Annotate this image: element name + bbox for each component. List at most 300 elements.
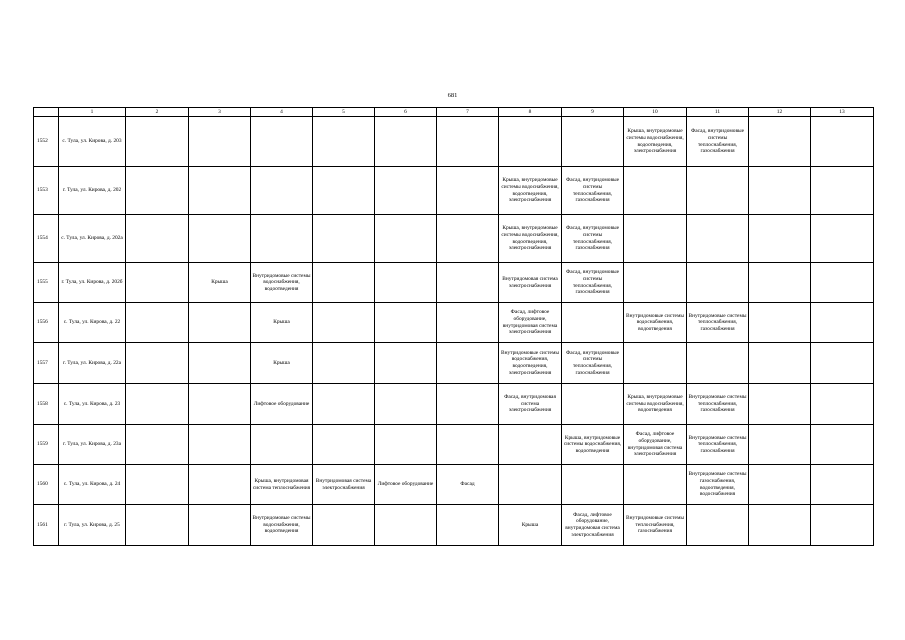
work-text: Внутридомовые системы водоснабжения, водоотведения	[626, 312, 684, 332]
work-cell-col-2	[126, 117, 189, 167]
work-cell-col-3	[189, 465, 251, 505]
work-text: Крыша, внутридомовые системы водоснабжения, водоотведения, электроснабжения	[626, 128, 684, 155]
work-text: Фасад, внутридомовые системы теплоснабжения, газоснабжения	[565, 349, 620, 376]
work-text	[687, 263, 748, 302]
column-header: 1	[59, 108, 126, 117]
row-number: 1553	[37, 187, 48, 194]
work-cell-col-13	[811, 263, 874, 303]
work-text: Фасад, внутридомовые системы теплоснабжения, газоснабжения	[565, 225, 620, 252]
address-text: с. Тула, ул. Кирова, д. 203	[62, 138, 122, 145]
work-cell-col-5	[313, 425, 375, 465]
work-text: Внутридомовые системы теплоснабжения, газоснабжения	[688, 312, 747, 332]
table-row	[34, 384, 874, 425]
work-text	[562, 384, 623, 424]
work-cell-col-4	[251, 263, 313, 303]
work-text: Внутридомовые системы водоснабжения, водоотведения, электроснабжения	[501, 349, 559, 376]
work-cell-col-4	[251, 384, 313, 425]
work-text: Крыша, внутридомовые системы водоснабжения, водоотведения, электроснабжения	[501, 177, 559, 204]
work-cell-col-8	[499, 425, 562, 465]
work-text	[562, 303, 623, 342]
work-cell-col-12	[749, 465, 811, 505]
work-text	[251, 215, 312, 262]
work-cell-col-3	[189, 215, 251, 263]
table-row	[34, 465, 874, 505]
work-cell-col-8	[499, 215, 562, 263]
work-cell-col-9	[562, 384, 624, 425]
work-text: Крыша, внутридомовые системы водоснабжения, водоотведения, электроснабжения	[501, 225, 559, 252]
work-text	[749, 465, 810, 504]
work-cell-col-3	[189, 303, 251, 343]
work-cell-col-8	[499, 117, 562, 167]
work-cell-col-4	[251, 167, 313, 215]
work-text	[811, 505, 873, 545]
work-cell-col-12	[749, 215, 811, 263]
work-cell-col-2	[126, 167, 189, 215]
work-cell-col-10	[624, 117, 687, 167]
work-cell-col-7	[437, 425, 499, 465]
work-text	[749, 263, 810, 302]
work-text	[687, 215, 748, 262]
work-cell-col-2	[126, 215, 189, 263]
work-text	[313, 425, 374, 464]
address-text: г. Тула, ул. Кирова, д. 202	[62, 187, 122, 194]
work-text	[126, 465, 188, 504]
work-cell-col-3	[189, 167, 251, 215]
work-text: Внутридомовая система электроснабжения	[315, 477, 372, 491]
address-cell	[59, 465, 126, 505]
work-text	[375, 117, 436, 166]
column-header: 10	[624, 108, 687, 117]
work-text	[687, 167, 748, 214]
work-text	[375, 343, 436, 383]
work-text	[375, 167, 436, 214]
work-cell-col-13	[811, 303, 874, 343]
work-text: Фасад, лифтовое оборудование, внутридомовая система электроснабжения	[627, 431, 683, 458]
work-cell-col-10	[624, 425, 687, 465]
work-cell-col-7	[437, 215, 499, 263]
work-text: Крыша	[521, 521, 539, 528]
table-row	[34, 167, 874, 215]
work-cell-col-8	[499, 343, 562, 384]
work-cell-col-13	[811, 465, 874, 505]
work-text	[624, 167, 686, 214]
work-cell-col-11	[687, 343, 749, 384]
work-text	[375, 215, 436, 262]
work-cell-col-5	[313, 303, 375, 343]
work-cell-col-3	[189, 117, 251, 167]
column-header: 9	[562, 108, 624, 117]
work-text	[437, 263, 498, 302]
row-number: 1556	[37, 319, 48, 326]
work-cell-col-11	[687, 167, 749, 215]
work-text	[313, 263, 374, 302]
column-header: 5	[313, 108, 375, 117]
work-text	[189, 465, 250, 504]
work-cell-col-6	[375, 117, 437, 167]
work-text	[749, 167, 810, 214]
work-cell-col-3	[189, 425, 251, 465]
work-cell-col-5	[313, 384, 375, 425]
work-text	[811, 425, 873, 464]
work-text	[126, 425, 188, 464]
work-text: Внутридомовые системы теплоснабжения, газоснабжения	[688, 394, 747, 414]
work-cell-col-3	[189, 384, 251, 425]
work-text: Лифтовое оборудование	[253, 400, 310, 407]
work-text	[313, 343, 374, 383]
column-header: 11	[687, 108, 749, 117]
work-text: Фасад	[460, 481, 475, 488]
work-cell-col-12	[749, 167, 811, 215]
row-number: 1554	[37, 235, 48, 242]
work-text	[437, 117, 498, 166]
work-text	[749, 505, 810, 545]
work-text	[562, 465, 623, 504]
work-cell-col-13	[811, 343, 874, 384]
row-number: 1559	[37, 441, 48, 448]
work-cell-col-6	[375, 465, 437, 505]
work-cell-col-2	[126, 465, 189, 505]
work-text	[251, 425, 312, 464]
address-text: с. Тула, ул. Кирова, д. 23	[63, 400, 121, 407]
work-cell-col-4	[251, 215, 313, 263]
row-number: 1561	[37, 521, 48, 528]
work-text	[437, 425, 498, 464]
row-number-cell	[34, 343, 59, 384]
work-cell-col-4	[251, 425, 313, 465]
work-cell-col-12	[749, 263, 811, 303]
work-text	[811, 384, 873, 424]
work-cell-col-8	[499, 167, 562, 215]
work-cell-col-11	[687, 215, 749, 263]
work-cell-col-6	[375, 215, 437, 263]
work-cell-col-9	[562, 215, 624, 263]
work-text	[437, 215, 498, 262]
column-header	[34, 108, 59, 117]
work-cell-col-12	[749, 343, 811, 384]
work-cell-col-7	[437, 505, 499, 546]
work-text	[811, 167, 873, 214]
work-text	[499, 117, 561, 166]
work-text	[313, 117, 374, 166]
work-cell-col-8	[499, 384, 562, 425]
table-row	[34, 425, 874, 465]
work-cell-col-9	[562, 263, 624, 303]
work-text	[126, 505, 188, 545]
work-text	[687, 505, 748, 545]
address-cell	[59, 117, 126, 167]
table-row	[34, 505, 874, 546]
work-cell-col-6	[375, 263, 437, 303]
work-cell-col-5	[313, 343, 375, 384]
work-text	[437, 303, 498, 342]
work-text	[749, 425, 810, 464]
work-text	[189, 215, 250, 262]
work-text: Внутридомовые системы газоснабжения, водоотведения, водоснабжения	[688, 471, 747, 498]
work-cell-col-13	[811, 384, 874, 425]
address-cell	[59, 215, 126, 263]
table-row	[34, 303, 874, 343]
work-cell-col-11	[687, 465, 749, 505]
work-cell-col-2	[126, 425, 189, 465]
work-text	[126, 167, 188, 214]
work-text	[189, 505, 250, 545]
row-number-cell	[34, 425, 59, 465]
work-cell-col-9	[562, 117, 624, 167]
work-text: Крыша	[273, 319, 290, 326]
row-number: 1552	[37, 138, 48, 145]
address-text: г. Тула, ул. Кирова, д. 22а	[62, 359, 122, 366]
work-text	[749, 343, 810, 383]
table-row	[34, 117, 874, 167]
work-text	[811, 343, 873, 383]
work-text	[687, 343, 748, 383]
row-number-cell	[34, 384, 59, 425]
address-cell	[59, 263, 126, 303]
work-text	[189, 167, 250, 214]
address-text: г. Тула, ул. Кирова, д. 202б	[61, 279, 123, 286]
address-cell	[59, 425, 126, 465]
table-row	[34, 263, 874, 303]
work-cell-col-4	[251, 505, 313, 546]
column-header: 3	[189, 108, 251, 117]
work-text	[624, 215, 686, 262]
row-number-cell	[34, 303, 59, 343]
work-text	[375, 425, 436, 464]
page-number: 681	[447, 92, 458, 99]
work-cell-col-10	[624, 465, 687, 505]
address-cell	[59, 505, 126, 546]
work-text	[189, 343, 250, 383]
work-cell-col-7	[437, 263, 499, 303]
work-text	[375, 505, 436, 545]
work-text	[189, 384, 250, 424]
work-cell-col-13	[811, 167, 874, 215]
work-cell-col-7	[437, 303, 499, 343]
work-text	[126, 117, 188, 166]
work-cell-col-8	[499, 505, 562, 546]
work-cell-col-5	[313, 263, 375, 303]
work-text	[189, 425, 250, 464]
work-cell-col-11	[687, 303, 749, 343]
address-text: с. Тула, ул. Кирова, д. 22	[63, 319, 121, 326]
row-number-cell	[34, 505, 59, 546]
work-text: Фасад, внутридомовая система электроснабжения	[504, 394, 556, 414]
work-text	[251, 167, 312, 214]
row-number: 1558	[37, 400, 48, 407]
work-text	[189, 303, 250, 342]
work-cell-col-4	[251, 117, 313, 167]
work-cell-col-9	[562, 425, 624, 465]
work-cell-col-11	[687, 384, 749, 425]
work-cell-col-2	[126, 343, 189, 384]
row-number-cell	[34, 465, 59, 505]
column-number-row	[34, 108, 874, 117]
address-cell	[59, 167, 126, 215]
work-cell-col-2	[126, 263, 189, 303]
work-text	[811, 263, 873, 302]
work-text	[749, 384, 810, 424]
work-cell-col-8	[499, 303, 562, 343]
work-cell-col-5	[313, 117, 375, 167]
work-text: Внутридомовые системы теплоснабжения, газоснабжения	[688, 434, 747, 454]
work-cell-col-10	[624, 384, 687, 425]
column-header: 12	[749, 108, 811, 117]
work-cell-col-10	[624, 343, 687, 384]
work-text: Фасад, внутридомовые системы теплоснабжения, газоснабжения	[565, 177, 620, 204]
work-cell-col-7	[437, 343, 499, 384]
work-text: Крыша, внутридомовые системы водоснабжения, водоотведения	[563, 434, 622, 454]
work-text: Крыша, внутридомовая система теплоснабжения	[252, 477, 311, 491]
work-cell-col-12	[749, 384, 811, 425]
work-text	[749, 117, 810, 166]
address-cell	[59, 384, 126, 425]
work-text: Лифтовое оборудование	[377, 481, 434, 488]
column-header: 8	[499, 108, 562, 117]
work-text	[811, 117, 873, 166]
work-text: Крыша, внутридомовые системы водоснабжения, водоотведения	[626, 394, 684, 414]
column-header: 4	[251, 108, 313, 117]
address-text: г. Тула, ул. Кирова, д. 23а	[62, 441, 122, 448]
work-text	[437, 167, 498, 214]
work-text	[189, 117, 250, 166]
work-cell-col-11	[687, 425, 749, 465]
work-text	[313, 167, 374, 214]
work-cell-col-4	[251, 343, 313, 384]
column-header: 6	[375, 108, 437, 117]
work-text	[499, 425, 561, 464]
work-cell-col-8	[499, 465, 562, 505]
work-cell-col-12	[749, 303, 811, 343]
work-cell-col-6	[375, 343, 437, 384]
work-text	[313, 505, 374, 545]
repair-schedule-table	[33, 107, 874, 546]
work-cell-col-9	[562, 303, 624, 343]
work-text: Фасад, внутридомовые системы теплоснабжения, газоснабжения	[565, 269, 620, 296]
work-cell-col-10	[624, 505, 687, 546]
work-text	[126, 215, 188, 262]
work-text	[624, 343, 686, 383]
work-cell-col-7	[437, 117, 499, 167]
work-cell-col-5	[313, 505, 375, 546]
address-cell	[59, 303, 126, 343]
work-cell-col-2	[126, 384, 189, 425]
work-text	[499, 465, 561, 504]
work-cell-col-13	[811, 117, 874, 167]
work-cell-col-2	[126, 505, 189, 546]
work-text	[624, 465, 686, 504]
work-text	[375, 263, 436, 302]
address-text: с. Тула, ул. Кирова, д. 202а	[61, 235, 123, 242]
work-cell-col-10	[624, 215, 687, 263]
work-cell-col-11	[687, 505, 749, 546]
row-number: 1555	[37, 279, 48, 286]
work-cell-col-5	[313, 215, 375, 263]
work-cell-col-12	[749, 425, 811, 465]
work-cell-col-9	[562, 505, 624, 546]
work-cell-col-13	[811, 425, 874, 465]
work-text	[313, 303, 374, 342]
work-text: Фасад, внутридомовые системы теплоснабжения, газоснабжения	[690, 128, 745, 155]
address-text: с. Тула, ул. Кирова, д. 24	[63, 481, 121, 488]
work-text: Внутридомовые системы водоснабжения, водоотведения	[252, 272, 311, 292]
table-row	[34, 343, 874, 384]
work-text: Крыша	[273, 359, 290, 366]
work-text: Внутридомовая система электроснабжения	[502, 275, 558, 289]
work-cell-col-9	[562, 465, 624, 505]
work-text	[437, 505, 498, 545]
work-text: Фасад, лифтовое оборудование, внутридомовая система электроснабжения	[502, 309, 558, 336]
work-cell-col-6	[375, 425, 437, 465]
work-text	[126, 384, 188, 424]
work-cell-col-13	[811, 215, 874, 263]
address-cell	[59, 343, 126, 384]
work-cell-col-8	[499, 263, 562, 303]
work-text	[749, 303, 810, 342]
row-number: 1557	[37, 359, 48, 366]
work-cell-col-5	[313, 465, 375, 505]
work-text	[375, 384, 436, 424]
row-number: 1560	[37, 481, 48, 488]
work-cell-col-6	[375, 303, 437, 343]
work-cell-col-11	[687, 117, 749, 167]
work-text: Крыша	[211, 279, 228, 286]
column-header: 7	[437, 108, 499, 117]
work-text	[437, 343, 498, 383]
row-number-cell	[34, 167, 59, 215]
work-cell-col-5	[313, 167, 375, 215]
work-cell-col-3	[189, 263, 251, 303]
table-row	[34, 215, 874, 263]
work-cell-col-3	[189, 505, 251, 546]
work-cell-col-9	[562, 167, 624, 215]
work-text: Внутридомовые системы водоснабжения, водоотведения	[252, 515, 311, 535]
work-cell-col-6	[375, 384, 437, 425]
work-text	[126, 263, 188, 302]
work-cell-col-2	[126, 303, 189, 343]
work-text	[811, 303, 873, 342]
row-number-cell	[34, 263, 59, 303]
work-text	[811, 465, 873, 504]
address-text: г. Тула, ул. Кирова, д. 25	[64, 521, 120, 528]
work-cell-col-6	[375, 167, 437, 215]
work-cell-col-6	[375, 505, 437, 546]
work-text	[375, 303, 436, 342]
work-text	[126, 343, 188, 383]
work-text	[437, 384, 498, 424]
work-text: Фасад, лифтовое оборудование, внутридомовая система электроснабжения	[565, 511, 620, 538]
row-number-cell	[34, 215, 59, 263]
work-cell-col-12	[749, 117, 811, 167]
work-cell-col-7	[437, 167, 499, 215]
work-cell-col-7	[437, 384, 499, 425]
work-text	[811, 215, 873, 262]
work-cell-col-7	[437, 465, 499, 505]
work-cell-col-4	[251, 303, 313, 343]
work-text	[749, 215, 810, 262]
work-cell-col-12	[749, 505, 811, 546]
work-cell-col-10	[624, 167, 687, 215]
work-text	[251, 117, 312, 166]
work-text: Внутридомовые системы теплоснабжения, газоснабжения	[626, 515, 684, 535]
work-text	[624, 263, 686, 302]
work-cell-col-4	[251, 465, 313, 505]
work-cell-col-10	[624, 303, 687, 343]
work-cell-col-11	[687, 263, 749, 303]
column-header: 2	[126, 108, 189, 117]
work-cell-col-13	[811, 505, 874, 546]
column-header: 13	[811, 108, 874, 117]
row-number-cell	[34, 117, 59, 167]
